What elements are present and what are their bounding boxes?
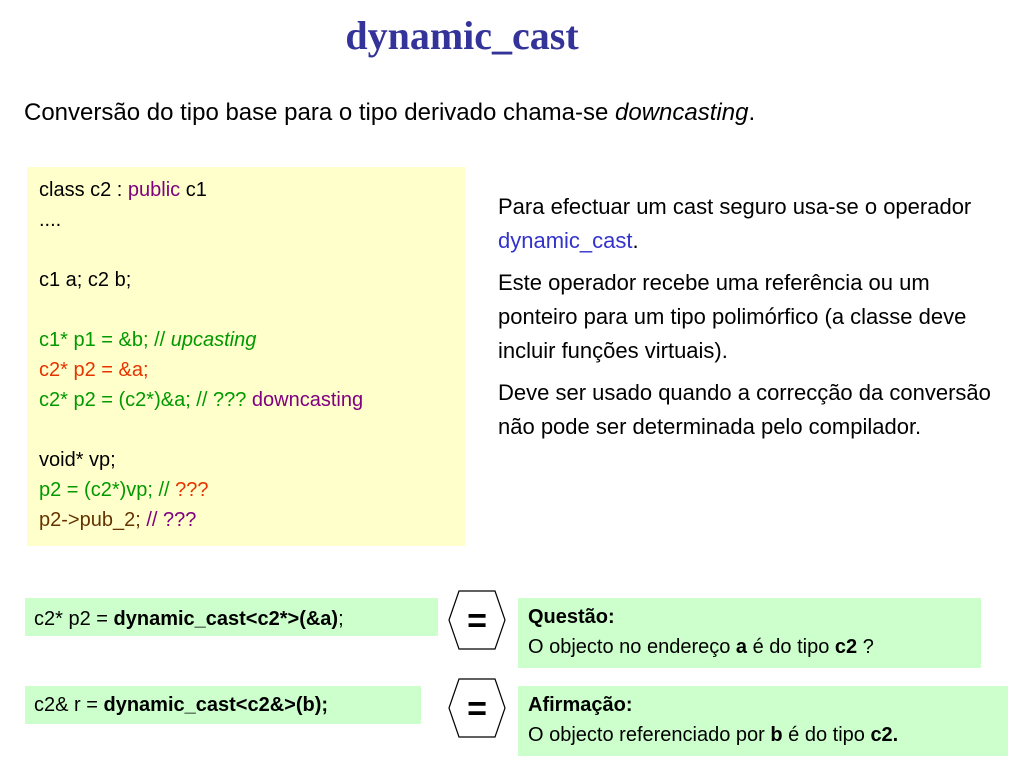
subtitle: [24, 98, 755, 128]
code-text: c2* p2 = (c2*)&a; // ???: [39, 389, 252, 411]
text: O objecto no endereço: [528, 636, 736, 658]
code-line-vp-cast: [39, 475, 465, 505]
statement-text: [528, 720, 1008, 750]
text-bold: c2: [834, 636, 858, 658]
code-text: c2* p2 =: [34, 608, 114, 630]
equals-sign: =: [467, 602, 487, 640]
code-bold: dynamic_cast<c2*>(&a): [113, 608, 339, 630]
code-box-reference-cast: [25, 686, 421, 724]
equivalence-arrow: [448, 677, 506, 739]
code-line-class: [39, 175, 465, 205]
code-comment: upcasting: [170, 329, 257, 351]
code-comment: downcasting: [251, 389, 364, 411]
subtitle-emphasis: downcasting: [615, 99, 749, 126]
equals-sign: =: [467, 690, 487, 728]
code-comment: ???: [175, 479, 209, 501]
code-line-void: void* vp;: [39, 449, 116, 471]
explanation-para-1: [498, 190, 1008, 258]
statement-label: Afirmação:: [528, 694, 633, 716]
code-text: p2->pub_2;: [39, 509, 147, 531]
statement-box: [518, 686, 1008, 756]
code-text: p2 = (c2*)vp; //: [39, 479, 176, 501]
question-label: Questão:: [528, 606, 615, 628]
text-bold: a: [735, 636, 748, 658]
text-bold: c2.: [870, 724, 899, 746]
page-title: dynamic_cast: [345, 13, 579, 58]
code-comment: // ???: [146, 509, 197, 531]
question-box: [518, 598, 981, 668]
code-box-pointer-cast: [25, 598, 438, 636]
text-bold: b: [770, 724, 783, 746]
text: ?: [857, 636, 874, 658]
code-bold: dynamic_cast<c2&>(b);: [103, 694, 329, 716]
code-line-upcast: [39, 325, 465, 355]
code-text: c2& r =: [34, 694, 104, 716]
subtitle-end: .: [748, 99, 756, 126]
text: O objecto referenciado por: [528, 724, 771, 746]
text: é do tipo: [782, 724, 871, 746]
code-text: class c2 :: [39, 179, 128, 201]
code-line-ellipsis: ....: [39, 209, 62, 231]
code-text: c1* p1 = &b; //: [39, 329, 171, 351]
code-text: c1: [180, 179, 207, 201]
code-line-downcast: [39, 385, 465, 415]
code-text: ;: [338, 608, 344, 630]
code-line-pub: [39, 505, 465, 535]
explanation-para-2: Este operador recebe uma referência ou um ponteiro para um tipo polimórfico (a classe deve incluir funções virtuais).: [498, 270, 967, 363]
code-box: [27, 167, 465, 546]
para-text: Para efectuar um cast seguro usa-se o operador: [498, 194, 972, 219]
question-text: [528, 632, 981, 662]
code-line-decl: c1 a; c2 b;: [39, 269, 132, 291]
explanation-para-3: Deve ser usado quando a correcção da conversão não pode ser determinada pelo compilador.: [498, 380, 991, 439]
para-text: .: [632, 228, 639, 253]
equivalence-arrow: [448, 589, 506, 651]
code-line-error: c2* p2 = &a;: [39, 359, 149, 381]
explanation: [498, 190, 1008, 452]
text: é do tipo: [747, 636, 835, 658]
code-keyword: public: [127, 179, 181, 201]
subtitle-text: Conversão do tipo base para o tipo derivado chama-se: [24, 99, 616, 126]
operator-name: dynamic_cast: [498, 228, 633, 253]
